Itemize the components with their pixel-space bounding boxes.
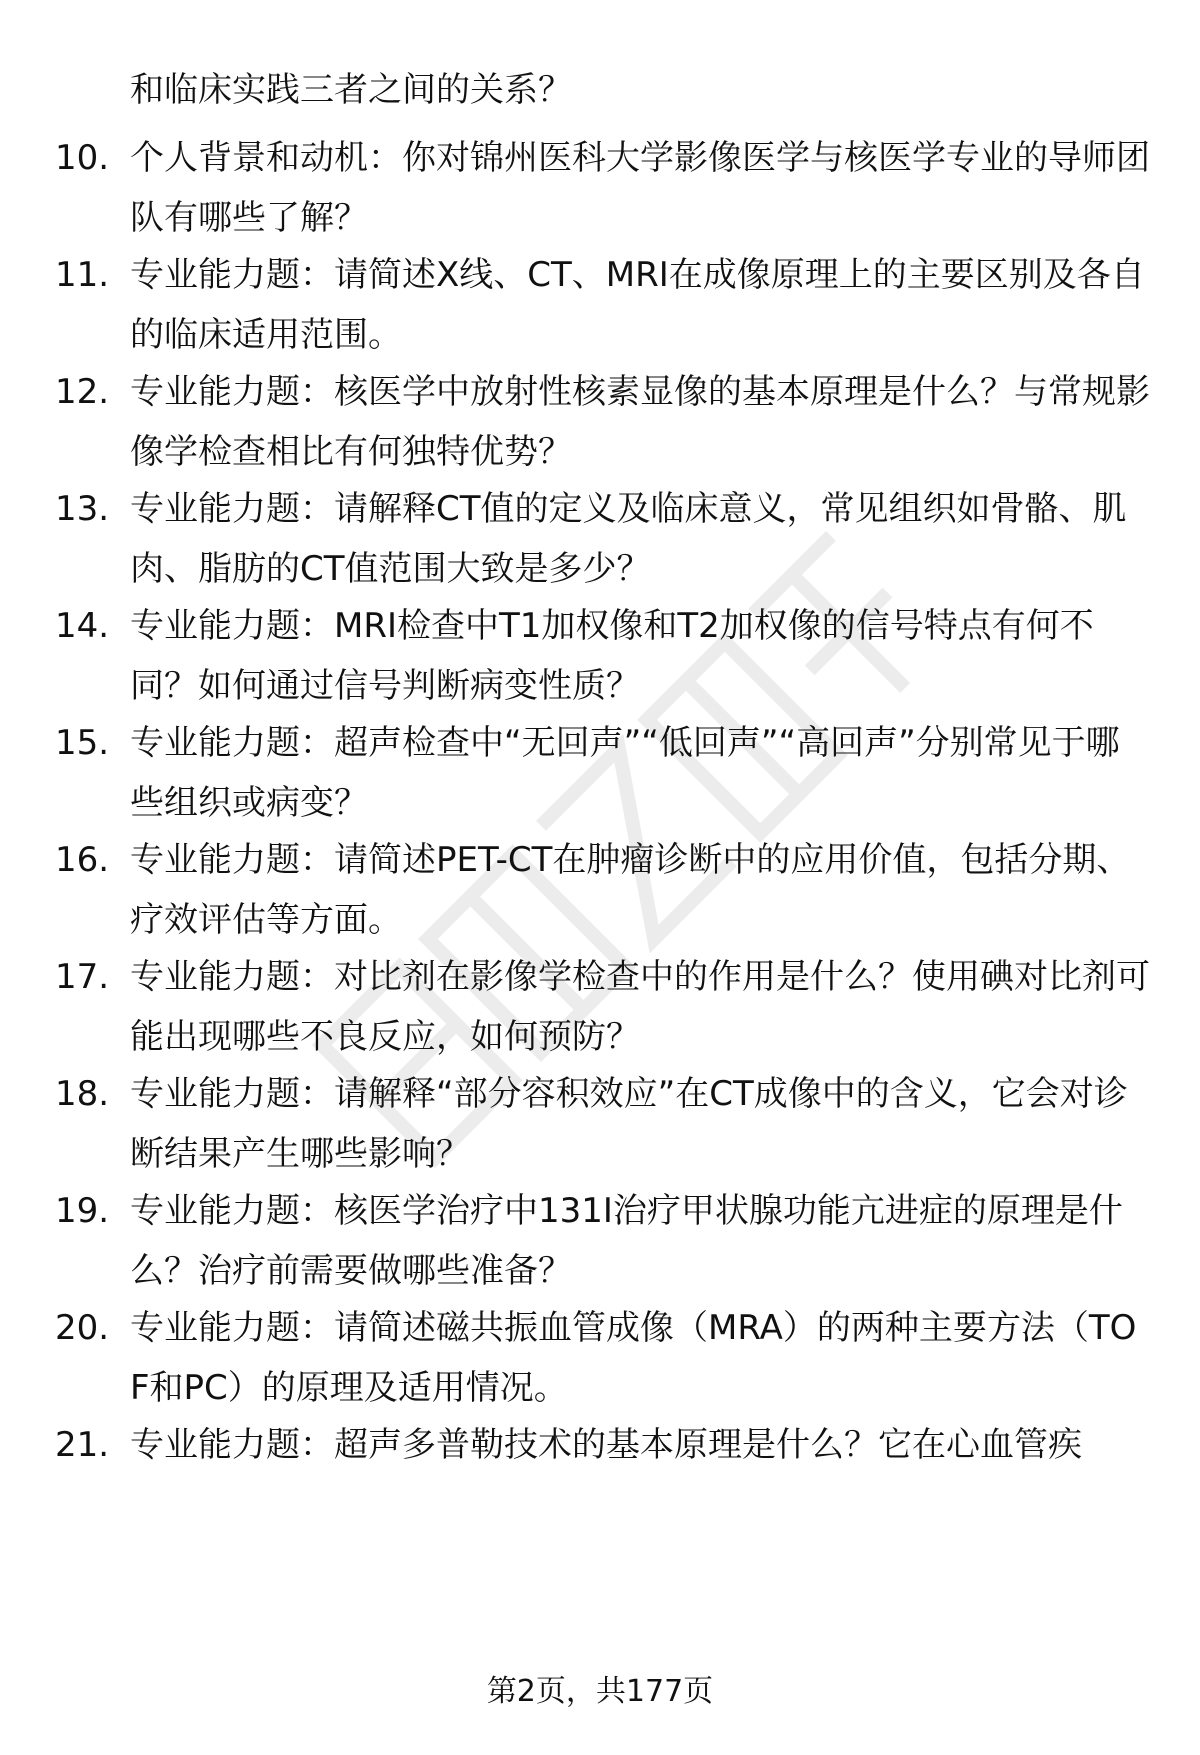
question-number: 14. bbox=[55, 606, 110, 646]
question-text: 专业能力题：核医学治疗中131I治疗甲状腺功能亢进症的原理是什么？治疗前需要做哪些准备？ bbox=[130, 1191, 1123, 1291]
question-text: 个人背景和动机：你对锦州医科大学影像医学与核医学专业的导师团队有哪些了解？ bbox=[130, 138, 1150, 238]
question-number: 15. bbox=[55, 723, 110, 763]
question-number: 21. bbox=[55, 1425, 110, 1465]
question-number: 20. bbox=[55, 1308, 110, 1348]
question-text: 专业能力题：超声检查中“无回声”“低回声”“高回声”分别常见于哪些组织或病变？ bbox=[130, 723, 1120, 823]
question-number: 10. bbox=[55, 138, 110, 178]
question-text: 专业能力题：请解释“部分容积效应”在CT成像中的含义，它会对诊断结果产生哪些影响？ bbox=[130, 1074, 1128, 1174]
question-number: 19. bbox=[55, 1191, 110, 1231]
page-footer: 第2页，共177页 bbox=[486, 1674, 714, 1709]
question-text: 专业能力题：请简述磁共振血管成像（MRA）的两种主要方法（TOF和PC）的原理及适用情况。 bbox=[130, 1308, 1137, 1408]
question-number: 17. bbox=[55, 957, 110, 997]
question-text: 专业能力题：请简述X线、CT、MRI在成像原理上的主要区别及各自的临床适用范围。 bbox=[130, 255, 1145, 355]
question-number: 13. bbox=[55, 489, 110, 529]
question-text: 专业能力题：核医学中放射性核素显像的基本原理是什么？与常规影像学检查相比有何独特优势？ bbox=[130, 372, 1150, 472]
question-text: 专业能力题：MRI检查中T1加权像和T2加权像的信号特点有何不同？如何通过信号判断病变性质？ bbox=[130, 606, 1094, 706]
question-number: 18. bbox=[55, 1074, 110, 1114]
continued-question-text: 和临床实践三者之间的关系？ bbox=[130, 70, 572, 110]
question-text: 专业能力题：请解释CT值的定义及临床意义，常见组织如骨骼、肌肉、脂肪的CT值范围大致是多少？ bbox=[130, 489, 1127, 589]
question-number: 16. bbox=[55, 840, 110, 880]
question-number: 11. bbox=[55, 255, 110, 295]
question-text: 专业能力题：超声多普勒技术的基本原理是什么？它在心血管疾 bbox=[130, 1425, 1082, 1465]
question-text: 专业能力题：请简述PET-CT在肿瘤诊断中的应用价值，包括分期、疗效评估等方面。 bbox=[130, 840, 1131, 940]
question-text: 专业能力题：对比剂在影像学检查中的作用是什么？使用碘对比剂可能出现哪些不良反应，如何预防？ bbox=[130, 957, 1150, 1057]
question-number: 12. bbox=[55, 372, 110, 412]
